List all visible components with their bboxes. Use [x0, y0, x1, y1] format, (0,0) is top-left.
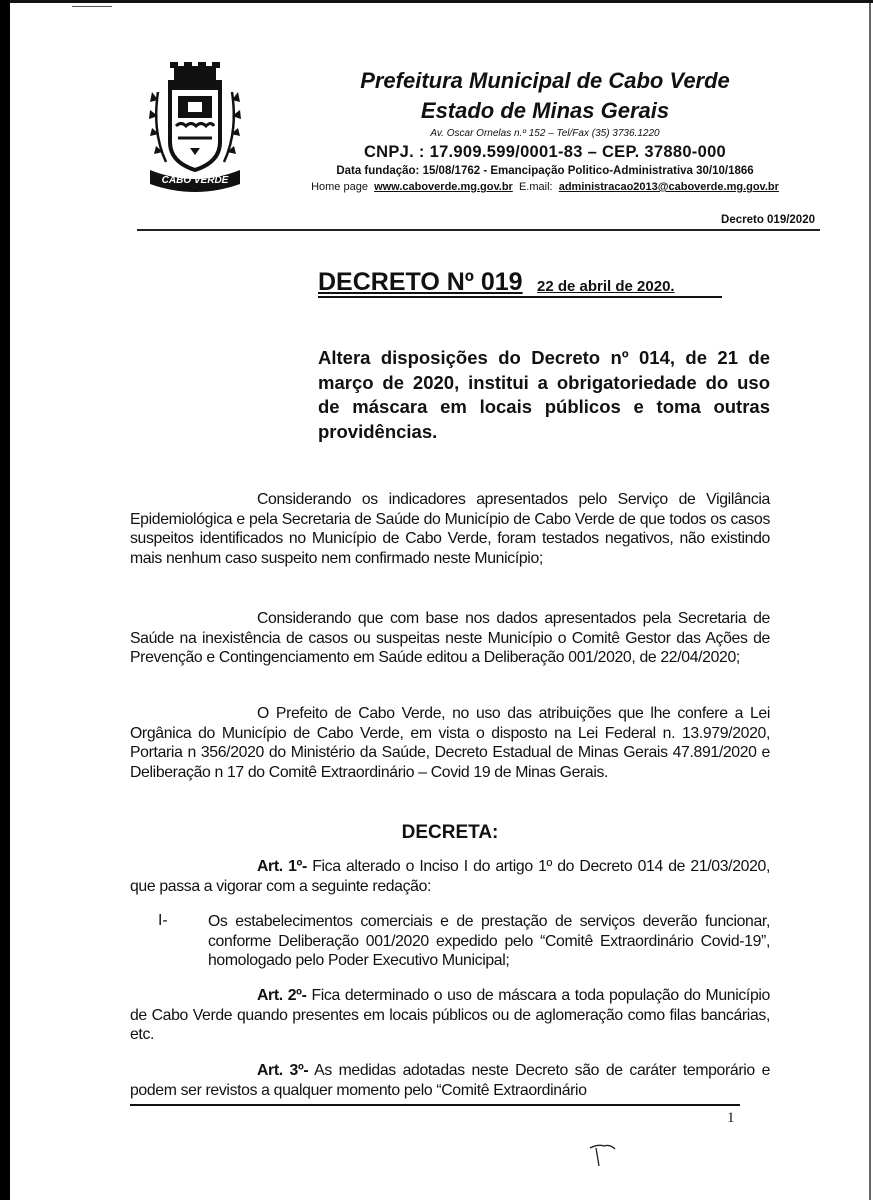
- email-label: E.mail:: [518, 181, 553, 193]
- article-label: Art. 3º-: [257, 1062, 309, 1079]
- article-2: [130, 986, 770, 1045]
- paragraph-text: Considerando os indicadores apresentados pelo Serviço de Vigilância Epidemiológica e pela Secretaria de Saúde do Município de Cabo Verde de que todos os casos suspeitos identificados no Município de Cabo Verde, foram testados negativos, não existindo mais nenhum caso suspeito nem confirmado neste Município;: [130, 491, 770, 567]
- letterhead-foundation: Data fundação: 15/08/1762 - Emancipação Politico-Administrativa 30/10/1866: [336, 165, 754, 177]
- article-1: [130, 857, 770, 896]
- letterhead-state: Estado de Minas Gerais: [420, 98, 670, 123]
- svg-text:CABO VERDE: CABO VERDE: [161, 175, 229, 186]
- scan-border-top: [10, 0, 873, 3]
- article-text: As medidas adotadas neste Decreto são de caráter temporário e podem ser revistos a qualquer momento pelo “Comitê Extraordinário: [130, 1062, 771, 1099]
- homepage-link[interactable]: www.caboverde.mg.gov.br: [374, 181, 513, 193]
- inciso-number: I-: [158, 912, 168, 929]
- article-text: Fica alterado o Inciso I do artigo 1º do Decreto 014 de 21/03/2020, que passa a vigorar com a seguinte redação:: [130, 858, 771, 895]
- decree-date: 22 de abril de 2020.: [537, 278, 675, 295]
- scan-border-left: [0, 0, 10, 1200]
- decree-title: DECRETO Nº 019: [318, 268, 523, 296]
- decree-reference: Decreto 019/2020: [721, 214, 815, 226]
- paragraph-text: Considerando que com base nos dados apresentados pela Secretaria de Saúde na inexistência de casos ou suspeitas neste Município o Comitê Gestor das Ações de Prevenção e Contingenciamento em Saúde editou a Deliberação 001/2020, de 22/04/2020;: [130, 610, 770, 666]
- article-text: Fica determinado o uso de máscara a toda população do Município de Cabo Verde quando presentes em locais públicos ou de aglomeração como filas bancárias, etc.: [130, 987, 770, 1043]
- header-divider: [137, 229, 820, 231]
- decree-summary: Altera disposições do Decreto nº 014, de 21 de março de 2020, institui a obrigatoriedade do uso de máscara em locais públicos e toma outras providências.: [318, 347, 770, 442]
- handwritten-initial-icon: [588, 1140, 618, 1170]
- municipal-crest-icon: [140, 62, 250, 197]
- letterhead-contacts: [290, 181, 800, 193]
- decreta-heading: DECRETA:: [401, 822, 499, 843]
- homepage-label: Home page: [311, 181, 368, 193]
- paragraph-text: O Prefeito de Cabo Verde, no uso das atribuições que lhe confere a Lei Orgânica do Município de Cabo Verde, em vista o disposto na Lei Federal n. 13.979/2020, Portaria n 356/2020 do Ministério da Saúde, Decreto Estadual de Minas Gerais 47.891/2020 e Deliberação n 17 do Comitê Extraordinário – Covid 19 de Minas Gerais.: [130, 705, 770, 781]
- email-link[interactable]: administracao2013@caboverde.mg.gov.br: [558, 181, 779, 193]
- mayor-paragraph: [130, 704, 770, 782]
- letterhead-cnpj: CNPJ. : 17.909.599/0001-83 – CEP. 37880-000: [363, 143, 727, 161]
- considering-paragraph-2: [130, 609, 770, 668]
- article-label: Art. 2º-: [257, 987, 307, 1004]
- page-number: 1: [727, 1110, 735, 1126]
- scan-border-right: [869, 3, 871, 1200]
- letterhead-address: Av. Oscar Ornelas n.º 152 – Tel/Fax (35) 3736.1220: [430, 128, 660, 139]
- inciso-text: Os estabelecimentos comerciais e de prestação de serviços deverão funcionar, conforme Deliberação 001/2020 expedido pelo “Comitê Extraordinário Covid-19”, homologado pelo Poder Executivo Municipal;: [208, 913, 770, 969]
- decree-title-underline: [318, 296, 722, 298]
- article-3: [130, 1061, 770, 1100]
- letterhead-title: Prefeitura Municipal de Cabo Verde: [360, 68, 730, 93]
- footer-divider: [130, 1104, 740, 1106]
- considering-paragraph-1: [130, 490, 770, 568]
- scan-artifact: [72, 6, 112, 9]
- article-label: Art. 1º-: [257, 858, 307, 875]
